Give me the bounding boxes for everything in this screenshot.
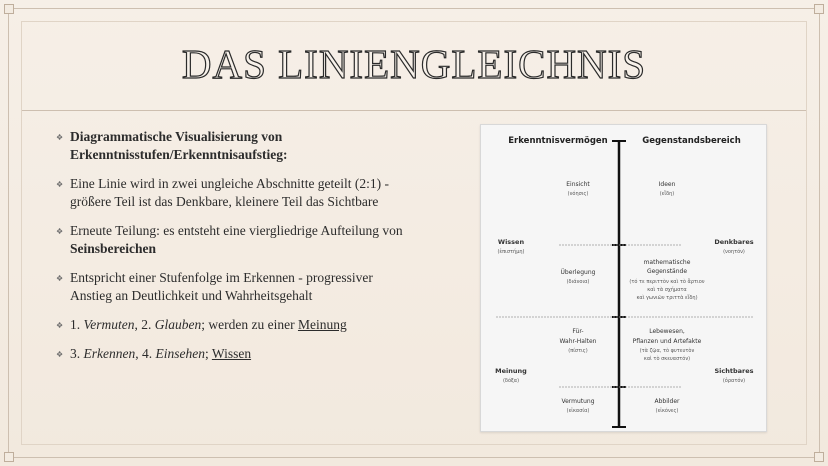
bullet-text: Glauben: [154, 317, 202, 332]
label-math-2: Gegenstände: [646, 268, 688, 275]
label-math-greek-2: καὶ τὰ σχήματα: [647, 287, 687, 293]
bullet-text: ; werden zu einer: [201, 317, 298, 332]
label-vermutung: Vermutung: [561, 398, 595, 405]
frame-corner: [814, 452, 824, 462]
label-sichtbares: Sichtbares: [714, 367, 754, 375]
bullet-text: 3.: [70, 346, 84, 361]
label-einsicht: Einsicht: [566, 181, 590, 188]
bullet-text: Wissen: [211, 346, 252, 361]
frame-corner: [4, 4, 14, 14]
label-math-greek-1: (τό τε περιττὸν καὶ τὸ ἄρτιον: [629, 279, 705, 285]
label-denkbares-greek: (νοητόν): [723, 249, 745, 255]
bullet-marker-icon: ❖: [56, 227, 64, 236]
bullet-text: Eine Linie wird in zwei ungleiche Abschnitte geteilt (2:1) - größere Teil ist das Denkbare, kleinere Teil das Sichtbare: [70, 176, 390, 209]
label-ideen: Ideen: [658, 181, 676, 188]
label-wissen: Wissen: [497, 238, 525, 246]
label-einsicht-greek: (νόησις): [567, 191, 589, 197]
bullet-item: [56, 345, 416, 363]
bullet-item: [56, 175, 416, 211]
bullet-text: Einsehen: [155, 346, 205, 361]
header-gegenstandsbereich: Gegenstandsbereich: [642, 136, 741, 146]
line-diagram: [480, 124, 767, 432]
bullet-text: 1.: [70, 317, 84, 332]
bullet-text: , 2.: [134, 317, 155, 332]
label-abbilder: Abbilder: [654, 398, 680, 405]
frame-corner: [4, 452, 14, 462]
label-ideen-greek: (εἴδη): [659, 191, 675, 197]
bullet-text: Erkennen: [83, 346, 136, 361]
bullet-marker-icon: ❖: [56, 350, 64, 359]
bullet-text: ;: [204, 346, 212, 361]
bullet-marker-icon: ❖: [56, 180, 64, 189]
label-meinung-greek: (δόξα): [502, 378, 520, 384]
label-math-greek-3: καὶ γωνιῶν τριττὰ εἴδη): [636, 295, 698, 301]
frame-corner: [814, 4, 824, 14]
label-wissen-greek: (ἐπιστήμη): [497, 249, 525, 255]
bullet-list: [56, 128, 416, 374]
bullet-text: Meinung: [297, 317, 347, 332]
label-math-1: mathematische: [643, 259, 691, 266]
label-ueberlegung-greek: (διάνοια): [566, 279, 590, 285]
label-lebewesen-2: Pflanzen und Artefakte: [632, 338, 702, 345]
bullet-text: Diagrammatische Visualisierung von Erkenntnisstufen/Erkenntnisaufstieg:: [70, 129, 288, 162]
label-ueberlegung: Überlegung: [560, 269, 596, 276]
label-denkbares: Denkbares: [714, 238, 754, 246]
title-divider: [22, 110, 806, 111]
label-lebewesen-1: Lebewesen,: [649, 328, 685, 335]
bullet-text: , 4.: [135, 346, 156, 361]
label-lebewesen-greek-2: καὶ τὸ σκευαστόν): [643, 356, 691, 362]
header-erkenntnisvermoegen: Erkenntnisvermögen: [508, 136, 608, 146]
bullet-item: [56, 128, 416, 164]
label-abbilder-greek: (εἰκόνες): [655, 408, 679, 414]
label-fuerwahr-greek: (πίστις): [568, 348, 588, 354]
bullet-item: [56, 316, 416, 334]
label-sichtbares-greek: (ὁρατόν): [722, 378, 746, 384]
bullet-item: [56, 269, 416, 305]
bullet-text: Vermuten: [83, 317, 135, 332]
label-fuerwahr-1: Für-: [572, 328, 584, 335]
bullet-marker-icon: ❖: [56, 133, 64, 142]
bullet-marker-icon: ❖: [56, 274, 64, 283]
label-fuerwahr-2: Wahr-Halten: [559, 338, 597, 345]
bullet-item: [56, 222, 416, 258]
bullet-text: Erneute Teilung: es entsteht eine viergliedrige Aufteilung von: [70, 223, 403, 238]
label-lebewesen-greek-1: (τὰ ζῷα, τὸ φυτευτὸν: [639, 348, 695, 354]
label-vermutung-greek: (εἰκασία): [566, 408, 590, 414]
label-meinung: Meinung: [495, 367, 527, 375]
bullet-marker-icon: ❖: [56, 321, 64, 330]
slide-title: DAS LINIENGLEICHNIS: [181, 41, 647, 87]
bullet-text: Entspricht einer Stufenfolge im Erkennen - progressiver Anstieg an Deutlichkeit und Wahrheitsgehalt: [70, 270, 373, 303]
bullet-text: Seinsbereichen: [70, 241, 157, 256]
